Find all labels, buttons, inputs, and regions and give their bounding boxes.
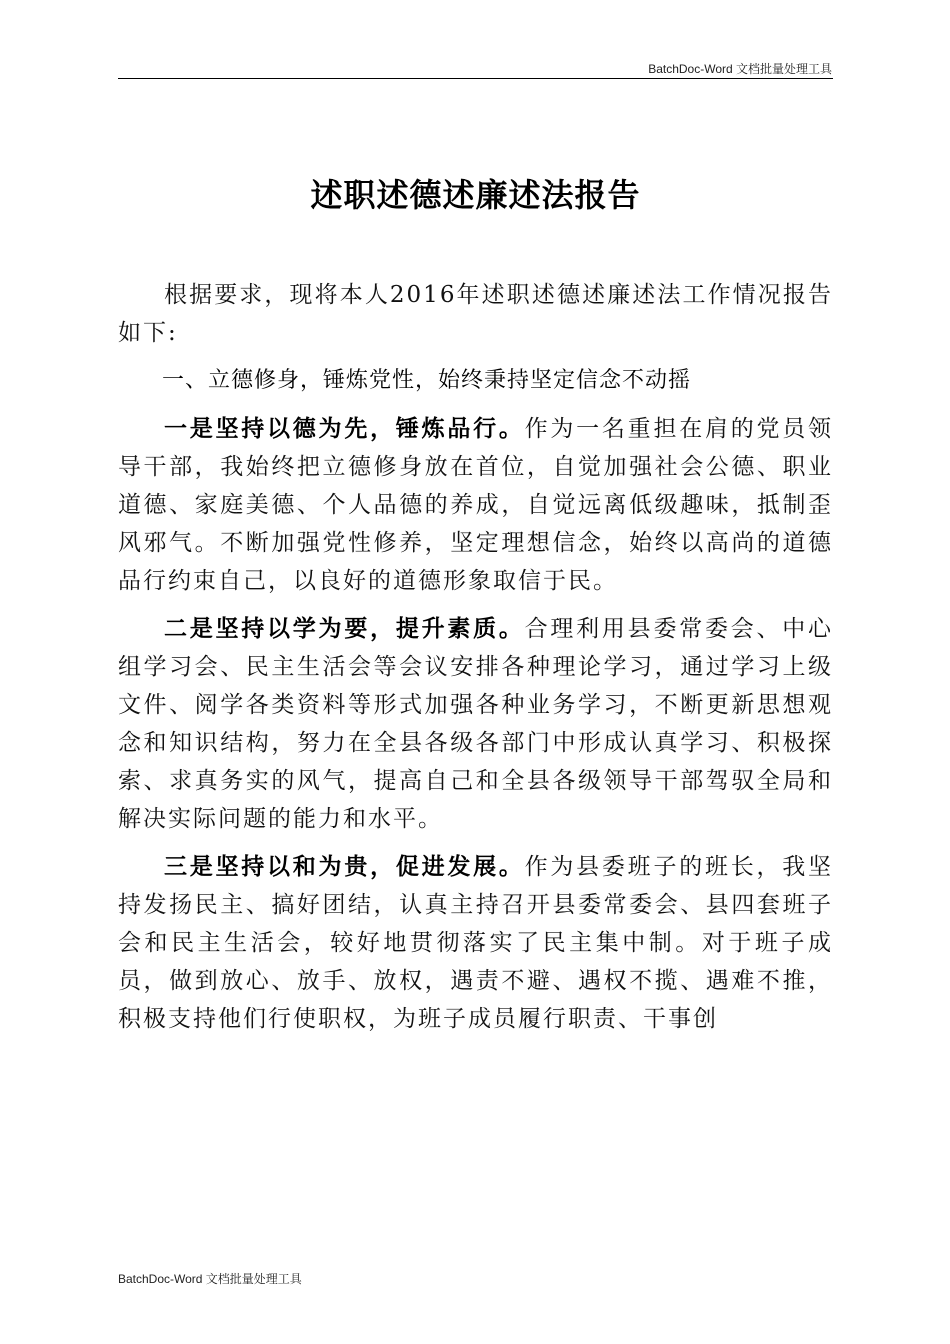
- page-footer: BatchDoc-Word 文档批量处理工具: [118, 1272, 302, 1286]
- paragraph-1-lead: 一是坚持以德为先，锤炼品行。: [164, 415, 525, 442]
- intro-paragraph: 根据要求，现将本人2016年述职述德述廉述法工作情况报告如下:: [118, 282, 833, 346]
- paragraph-3: [118, 848, 833, 1038]
- paragraph-2-text: 合理利用县委常委会、中心组学习会、民主生活会等会议安排各种理论学习，通过学习上级文件、阅学各类资料等形式加强各种业务学习，不断更新思想观念和知识结构，努力在全县各级各部门中形成认真学习、积极探索、求真务实的风气，提高自己和全县各级领导干部驾驭全局和解决实际问题的能力和水平。: [118, 616, 834, 832]
- paragraph-3-lead: 三是坚持以和为贵，促进发展。: [164, 853, 525, 880]
- section-heading-1: 一、立德修身，锤炼党性，始终秉持坚定信念不动摇: [162, 368, 692, 393]
- document-title: 述职述德述廉述法报告: [310, 176, 641, 214]
- paragraph-3-text: 作为县委班子的班长，我坚持发扬民主、搞好团结，认真主持召开县委常委会、县四套班子会和民主生活会，较好地贯彻落实了民主集中制。对于班子成员，做到放心、放手、放权，遇责不避、遇权不揽、遇难不推，积极支持他们行使职权，为班子成员履行职责、干事创: [118, 854, 834, 1032]
- page-header: BatchDoc-Word 文档批量处理工具: [648, 62, 832, 76]
- header-divider: [118, 78, 833, 79]
- paragraph-2-lead: 二是坚持以学为要，提升素质。: [164, 615, 525, 642]
- document-body: [118, 276, 833, 1038]
- paragraph-2: [118, 610, 833, 838]
- paragraph-1: [118, 410, 833, 600]
- paragraph-1-text: 作为一名重担在肩的党员领导干部，我始终把立德修身放在首位，自觉加强社会公德、职业道德、家庭美德、个人品德的养成，自觉远离低级趣味，抵制歪风邪气。不断加强党性修养，坚定理想信念，始终以高尚的道德品行约束自己，以良好的道德形象取信于民。: [118, 416, 834, 594]
